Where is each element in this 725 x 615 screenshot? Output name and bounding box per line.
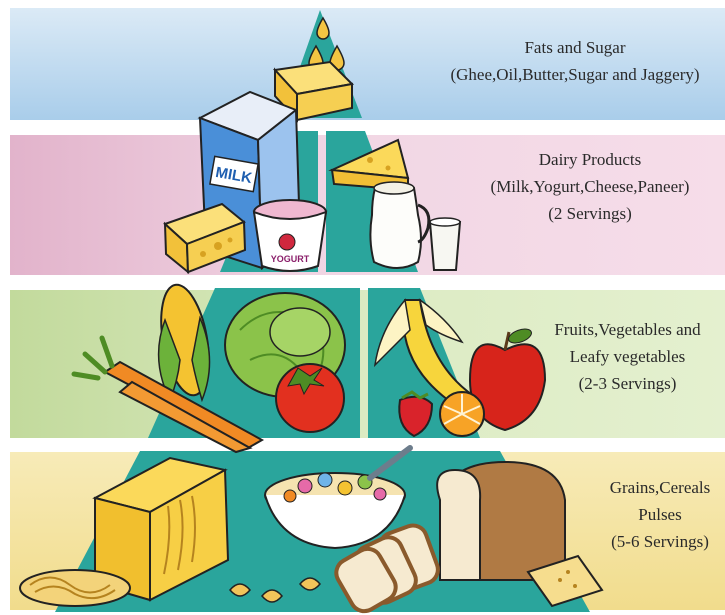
tier-title: Fats and Sugar xyxy=(524,38,626,57)
spaghetti-icon xyxy=(20,570,130,606)
tier-servings: (2 Servings) xyxy=(548,204,632,223)
tier-title: Grains,Cereals xyxy=(609,478,711,497)
tier-servings: (5-6 Servings) xyxy=(611,532,709,551)
tier-label-dairy xyxy=(455,146,725,227)
bread-loaf-icon xyxy=(437,462,565,580)
tier-servings: (2-3 Servings) xyxy=(578,374,677,393)
tomato-icon xyxy=(276,364,344,432)
tier-detail: Leafy vegetables xyxy=(569,347,686,366)
orange-slice-icon xyxy=(440,392,484,436)
tier-detail: Pulses xyxy=(638,505,682,524)
tier-detail: (Milk,Yogurt,Cheese,Paneer) xyxy=(490,177,690,196)
milk-carton-label: MILK xyxy=(214,163,254,188)
corn-icon xyxy=(154,281,217,400)
tier-title: Dairy Products xyxy=(538,150,642,169)
yogurt-label: YOGURT xyxy=(270,254,310,264)
tier-label-fruits-vegetables xyxy=(530,316,725,397)
milk-jug-icon xyxy=(370,182,428,268)
tier-label-fats xyxy=(425,34,725,88)
tier-label-grains xyxy=(595,474,725,555)
tier-detail: (Ghee,Oil,Butter,Sugar and Jaggery) xyxy=(450,65,700,84)
yogurt-cup-icon xyxy=(254,200,326,271)
tier-title: Fruits,Vegetables and xyxy=(554,320,701,339)
